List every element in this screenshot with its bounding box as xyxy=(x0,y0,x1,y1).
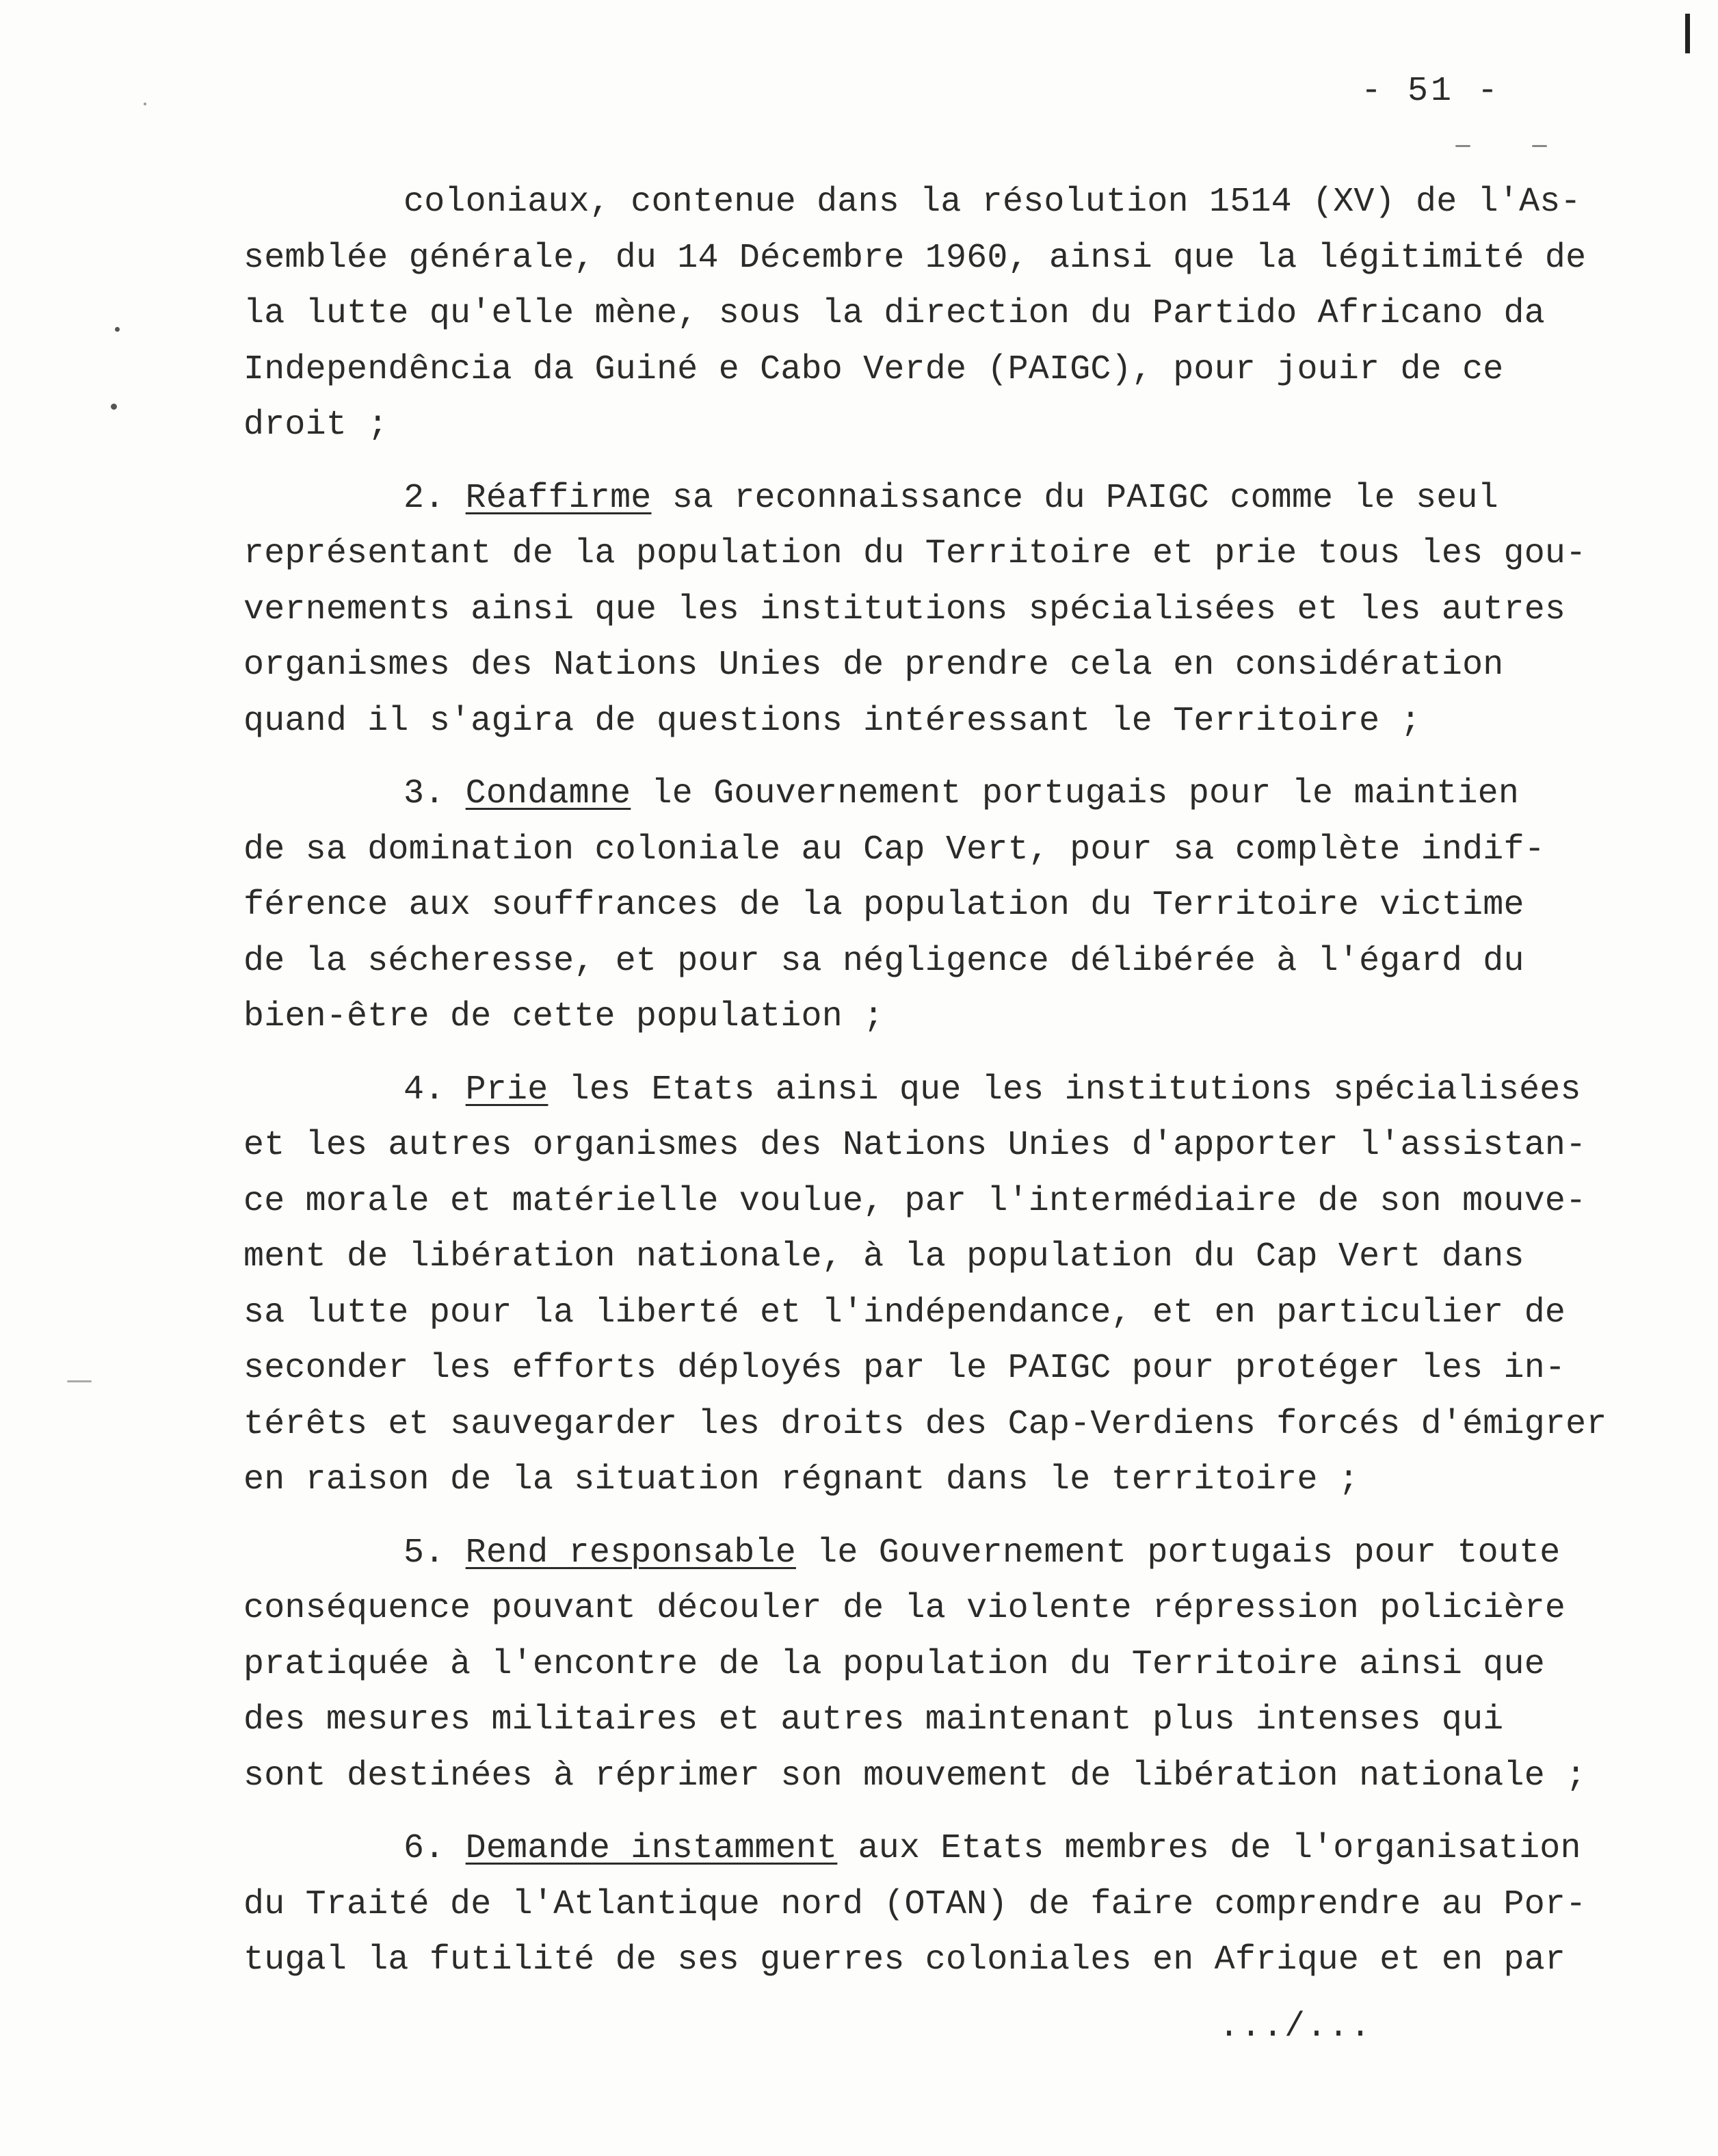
paragraph-first-line xyxy=(243,766,1584,822)
text-line: sa lutte pour la liberté et l'indépendance, et en particulier de xyxy=(243,1293,1566,1332)
text-line: organismes des Nations Unies de prendre cela en considération xyxy=(243,646,1504,685)
scan-speck xyxy=(67,1380,92,1382)
text-line: ment de libération nationale, à la population du Cap Vert dans xyxy=(243,1237,1524,1276)
first-line-text: sa reconnaissance du PAIGC comme le seul xyxy=(651,478,1498,518)
text-line: conséquence pouvant découler de la violente répression policière xyxy=(243,1589,1566,1628)
paragraph-2 xyxy=(243,471,1587,750)
text-line: coloniaux, contenue dans la résolution 1514 (XV) de l'As- xyxy=(404,183,1581,222)
paragraph-first-line xyxy=(243,1525,1584,1581)
text-line: et les autres organismes des Nations Unies d'apporter l'assistan- xyxy=(243,1126,1587,1165)
operative-verb: Condamne xyxy=(465,774,631,813)
operative-verb: Rend responsable xyxy=(465,1533,796,1573)
scan-speck xyxy=(1455,145,1470,147)
text-line: représentant de la population du Territoire et prie tous les gou- xyxy=(243,534,1587,573)
paragraph-3 xyxy=(243,766,1584,1045)
first-line-text: aux Etats membres de l'organisation xyxy=(837,1829,1581,1868)
continuation-mark: .../... xyxy=(1219,2008,1373,2047)
text-line: bien-être de cette population ; xyxy=(243,997,884,1036)
paragraph-5 xyxy=(243,1525,1587,1804)
text-line: de la sécheresse, et pour sa négligence délibérée à l'égard du xyxy=(243,941,1524,981)
paragraph-number: 6. xyxy=(404,1829,445,1868)
intro-paragraph xyxy=(243,174,1587,453)
text-line: droit ; xyxy=(243,406,388,445)
scan-speck xyxy=(115,327,120,332)
scan-speck xyxy=(144,103,146,105)
paragraph-number: 5. xyxy=(404,1533,445,1573)
text-line: térêts et sauvegarder les droits des Cap-Verdiens forcés d'émigrer xyxy=(243,1404,1607,1444)
text-line: seconder les efforts déployés par le PAIGC pour protéger les in- xyxy=(243,1349,1566,1388)
text-line: semblée générale, du 14 Décembre 1960, ainsi que la légitimité de xyxy=(243,238,1587,278)
operative-verb: Prie xyxy=(465,1070,549,1109)
first-line-text: le Gouvernement portugais pour toute xyxy=(795,1533,1561,1573)
operative-verb: Demande instamment xyxy=(465,1829,838,1868)
text-line: tugal la futilité de ses guerres coloniales en Afrique et en par xyxy=(243,1941,1566,1980)
margin-mark xyxy=(1685,14,1690,53)
scan-speck xyxy=(1532,145,1547,147)
paragraph-first-line xyxy=(243,471,1584,527)
text-line: sont destinées à réprimer son mouvement de libération nationale ; xyxy=(243,1756,1587,1796)
paragraph-number: 2. xyxy=(404,478,445,518)
document-body xyxy=(243,174,1607,1988)
first-line-text: le Gouvernement portugais pour le maintien xyxy=(631,774,1520,813)
paragraph-number: 4. xyxy=(404,1070,445,1109)
text-line: férence aux souffrances de la population du Territoire victime xyxy=(243,886,1524,925)
first-line-text: les Etats ainsi que les institutions spécialisées xyxy=(548,1070,1581,1109)
text-line: en raison de la situation régnant dans le territoire ; xyxy=(243,1460,1360,1499)
paragraph-first-line xyxy=(243,1062,1584,1118)
text-line: ce morale et matérielle voulue, par l'intermédiaire de son mouve- xyxy=(243,1181,1587,1221)
page-number: - 51 - xyxy=(1361,72,1501,111)
text-line: de sa domination coloniale au Cap Vert, pour sa complète indif- xyxy=(243,830,1545,869)
scan-speck xyxy=(111,404,117,410)
paragraph-4 xyxy=(243,1062,1607,1508)
paragraph-6 xyxy=(243,1821,1587,1988)
text-line: vernements ainsi que les institutions spécialisées et les autres xyxy=(243,590,1566,629)
text-line: la lutte qu'elle mène, sous la direction du Partido Africano da xyxy=(243,294,1545,333)
operative-verb: Réaffirme xyxy=(465,478,652,518)
paragraph-number: 3. xyxy=(404,774,445,813)
text-line: du Traité de l'Atlantique nord (OTAN) de faire comprendre au Por- xyxy=(243,1884,1587,1924)
paragraph-first-line xyxy=(243,1821,1584,1877)
text-line: Independência da Guiné e Cabo Verde (PAIGC), pour jouir de ce xyxy=(243,350,1504,389)
text-line: des mesures militaires et autres maintenant plus intenses qui xyxy=(243,1700,1504,1739)
text-line: pratiquée à l'encontre de la population du Territoire ainsi que xyxy=(243,1644,1545,1684)
text-line: quand il s'agira de questions intéressant le Territoire ; xyxy=(243,701,1421,741)
